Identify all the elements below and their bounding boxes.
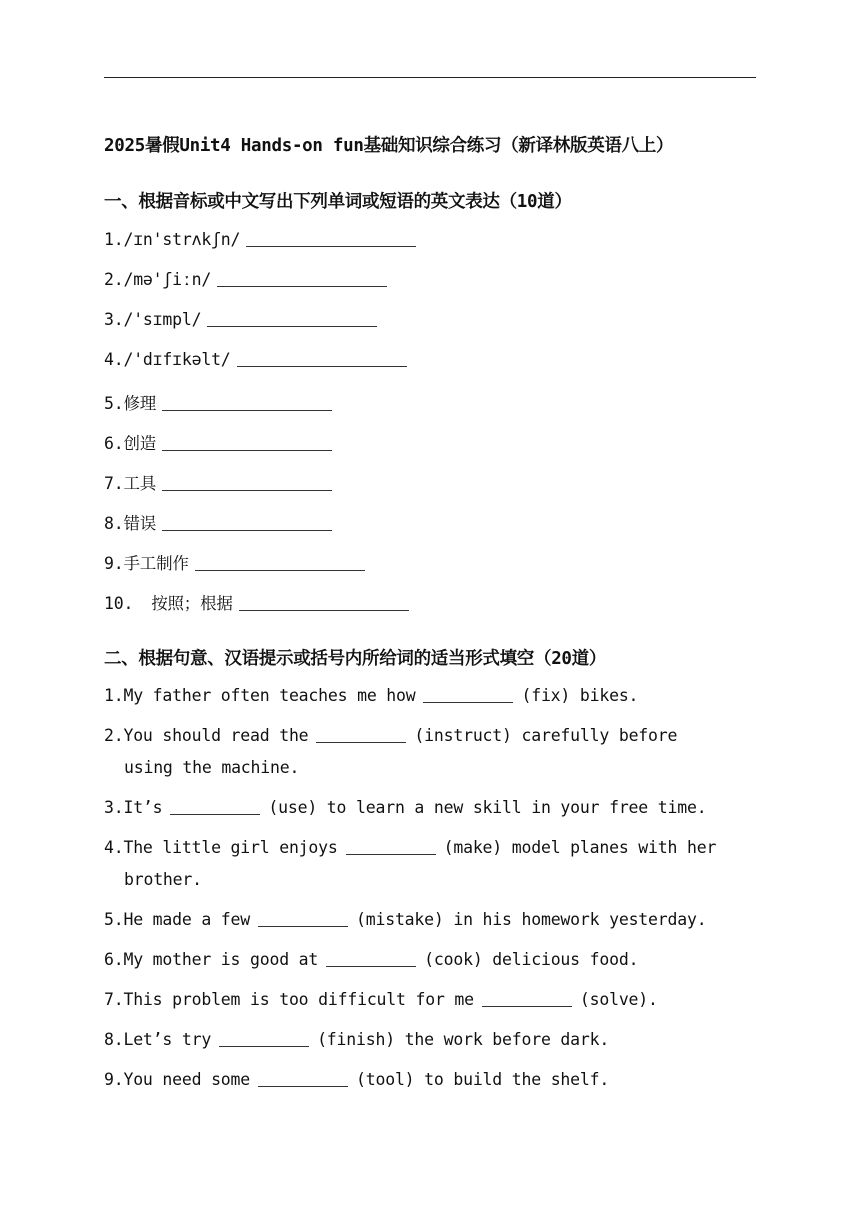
sentence-after: (cook) delicious food. [424, 950, 639, 969]
item-number: 7. [104, 474, 124, 493]
vocab-prompt: 手工制作 [123, 554, 189, 573]
fill-blank-item [104, 686, 638, 705]
answer-blank[interactable] [237, 350, 407, 367]
sentence-before: It’s [123, 798, 163, 817]
fill-blank-item [104, 838, 716, 857]
vocab-prompt: 错误 [123, 514, 157, 533]
vocab-prompt: /mə'ʃiːn/ [123, 270, 212, 289]
answer-blank[interactable] [162, 514, 332, 531]
item-number: 6. [104, 950, 124, 969]
vocab-prompt: /'dɪfɪkəlt/ [123, 350, 231, 369]
item-number: 5. [104, 394, 124, 413]
answer-blank[interactable] [219, 1030, 309, 1047]
fill-blank-item [104, 1070, 609, 1089]
answer-blank[interactable] [162, 434, 332, 451]
vocab-item [104, 230, 416, 249]
item-number: 8. [104, 514, 124, 533]
sentence-after: (make) model planes with her [443, 838, 717, 857]
answer-blank[interactable] [162, 394, 332, 411]
vocab-item [104, 550, 365, 574]
vocab-prompt: /ɪn'strʌkʃn/ [123, 230, 241, 249]
item-number: 3. [104, 310, 124, 329]
vocab-item [104, 390, 332, 414]
vocab-item [104, 470, 332, 494]
sentence-before: My mother is good at [123, 950, 319, 969]
answer-blank[interactable] [246, 230, 416, 247]
vocab-item [104, 270, 387, 289]
item-number: 2. [104, 270, 124, 289]
answer-blank[interactable] [346, 838, 436, 855]
answer-blank[interactable] [482, 990, 572, 1007]
vocab-item [104, 350, 407, 369]
vocab-prompt: 按照；根据 [151, 594, 233, 613]
item-number: 8. [104, 1030, 124, 1049]
item-number: 7. [104, 990, 124, 1009]
fill-blank-item [104, 950, 638, 969]
item-number: 6. [104, 434, 124, 453]
item-number: 3. [104, 798, 124, 817]
answer-blank[interactable] [326, 950, 416, 967]
fill-blank-item [104, 910, 706, 929]
sentence-after: (solve). [579, 990, 658, 1009]
item-number: 4. [104, 838, 124, 857]
fill-blank-item [104, 726, 677, 745]
sentence-continuation: using the machine. [124, 758, 300, 777]
section-2-heading: 二、根据句意、汉语提示或括号内所给词的适当形式填空（20道） [104, 649, 607, 669]
vocab-item [104, 430, 332, 454]
answer-blank[interactable] [207, 310, 377, 327]
sentence-before: The little girl enjoys [123, 838, 338, 857]
sentence-before: You need some [123, 1070, 251, 1089]
fill-blank-item [104, 990, 658, 1009]
item-number: 9. [104, 554, 124, 573]
item-number: 9. [104, 1070, 124, 1089]
answer-blank[interactable] [423, 686, 513, 703]
answer-blank[interactable] [217, 270, 387, 287]
answer-blank[interactable] [316, 726, 406, 743]
item-number: 5. [104, 910, 124, 929]
vocab-prompt: /'sɪmpl/ [123, 310, 202, 329]
item-number: 10. [104, 594, 134, 613]
item-number: 2. [104, 726, 124, 745]
sentence-after: (finish) the work before dark. [317, 1030, 610, 1049]
vocab-item [104, 510, 332, 534]
item-number: 1. [104, 686, 124, 705]
sentence-before: This problem is too difficult for me [123, 990, 474, 1009]
vocab-prompt: 修理 [123, 394, 157, 413]
answer-blank[interactable] [170, 798, 260, 815]
sentence-before: You should read the [123, 726, 309, 745]
sentence-after: (use) to learn a new skill in your free time. [268, 798, 707, 817]
answer-blank[interactable] [239, 594, 409, 611]
sentence-continuation: brother. [124, 870, 202, 889]
sentence-before: He made a few [123, 910, 251, 929]
answer-blank[interactable] [162, 474, 332, 491]
section-1-heading: 一、根据音标或中文写出下列单词或短语的英文表达（10道） [104, 192, 572, 212]
item-number: 4. [104, 350, 124, 369]
answer-blank[interactable] [195, 554, 365, 571]
fill-blank-item [104, 1030, 609, 1049]
item-number: 1. [104, 230, 124, 249]
vocab-item [104, 310, 377, 329]
document-title: 2025暑假Unit4 Hands-on fun基础知识综合练习（新译林版英语八上） [104, 136, 674, 156]
vocab-prompt: 创造 [123, 434, 157, 453]
sentence-after: (fix) bikes. [521, 686, 639, 705]
sentence-after: (mistake) in his homework yesterday. [356, 910, 707, 929]
answer-blank[interactable] [258, 1070, 348, 1087]
vocab-item [104, 590, 409, 614]
vocab-prompt: 工具 [123, 474, 157, 493]
answer-blank[interactable] [258, 910, 348, 927]
sentence-before: Let’s try [123, 1030, 212, 1049]
header-rule [104, 77, 756, 78]
sentence-after: (tool) to build the shelf. [356, 1070, 610, 1089]
sentence-before: My father often teaches me how [123, 686, 416, 705]
fill-blank-item [104, 798, 706, 817]
sentence-after: (instruct) carefully before [414, 726, 678, 745]
